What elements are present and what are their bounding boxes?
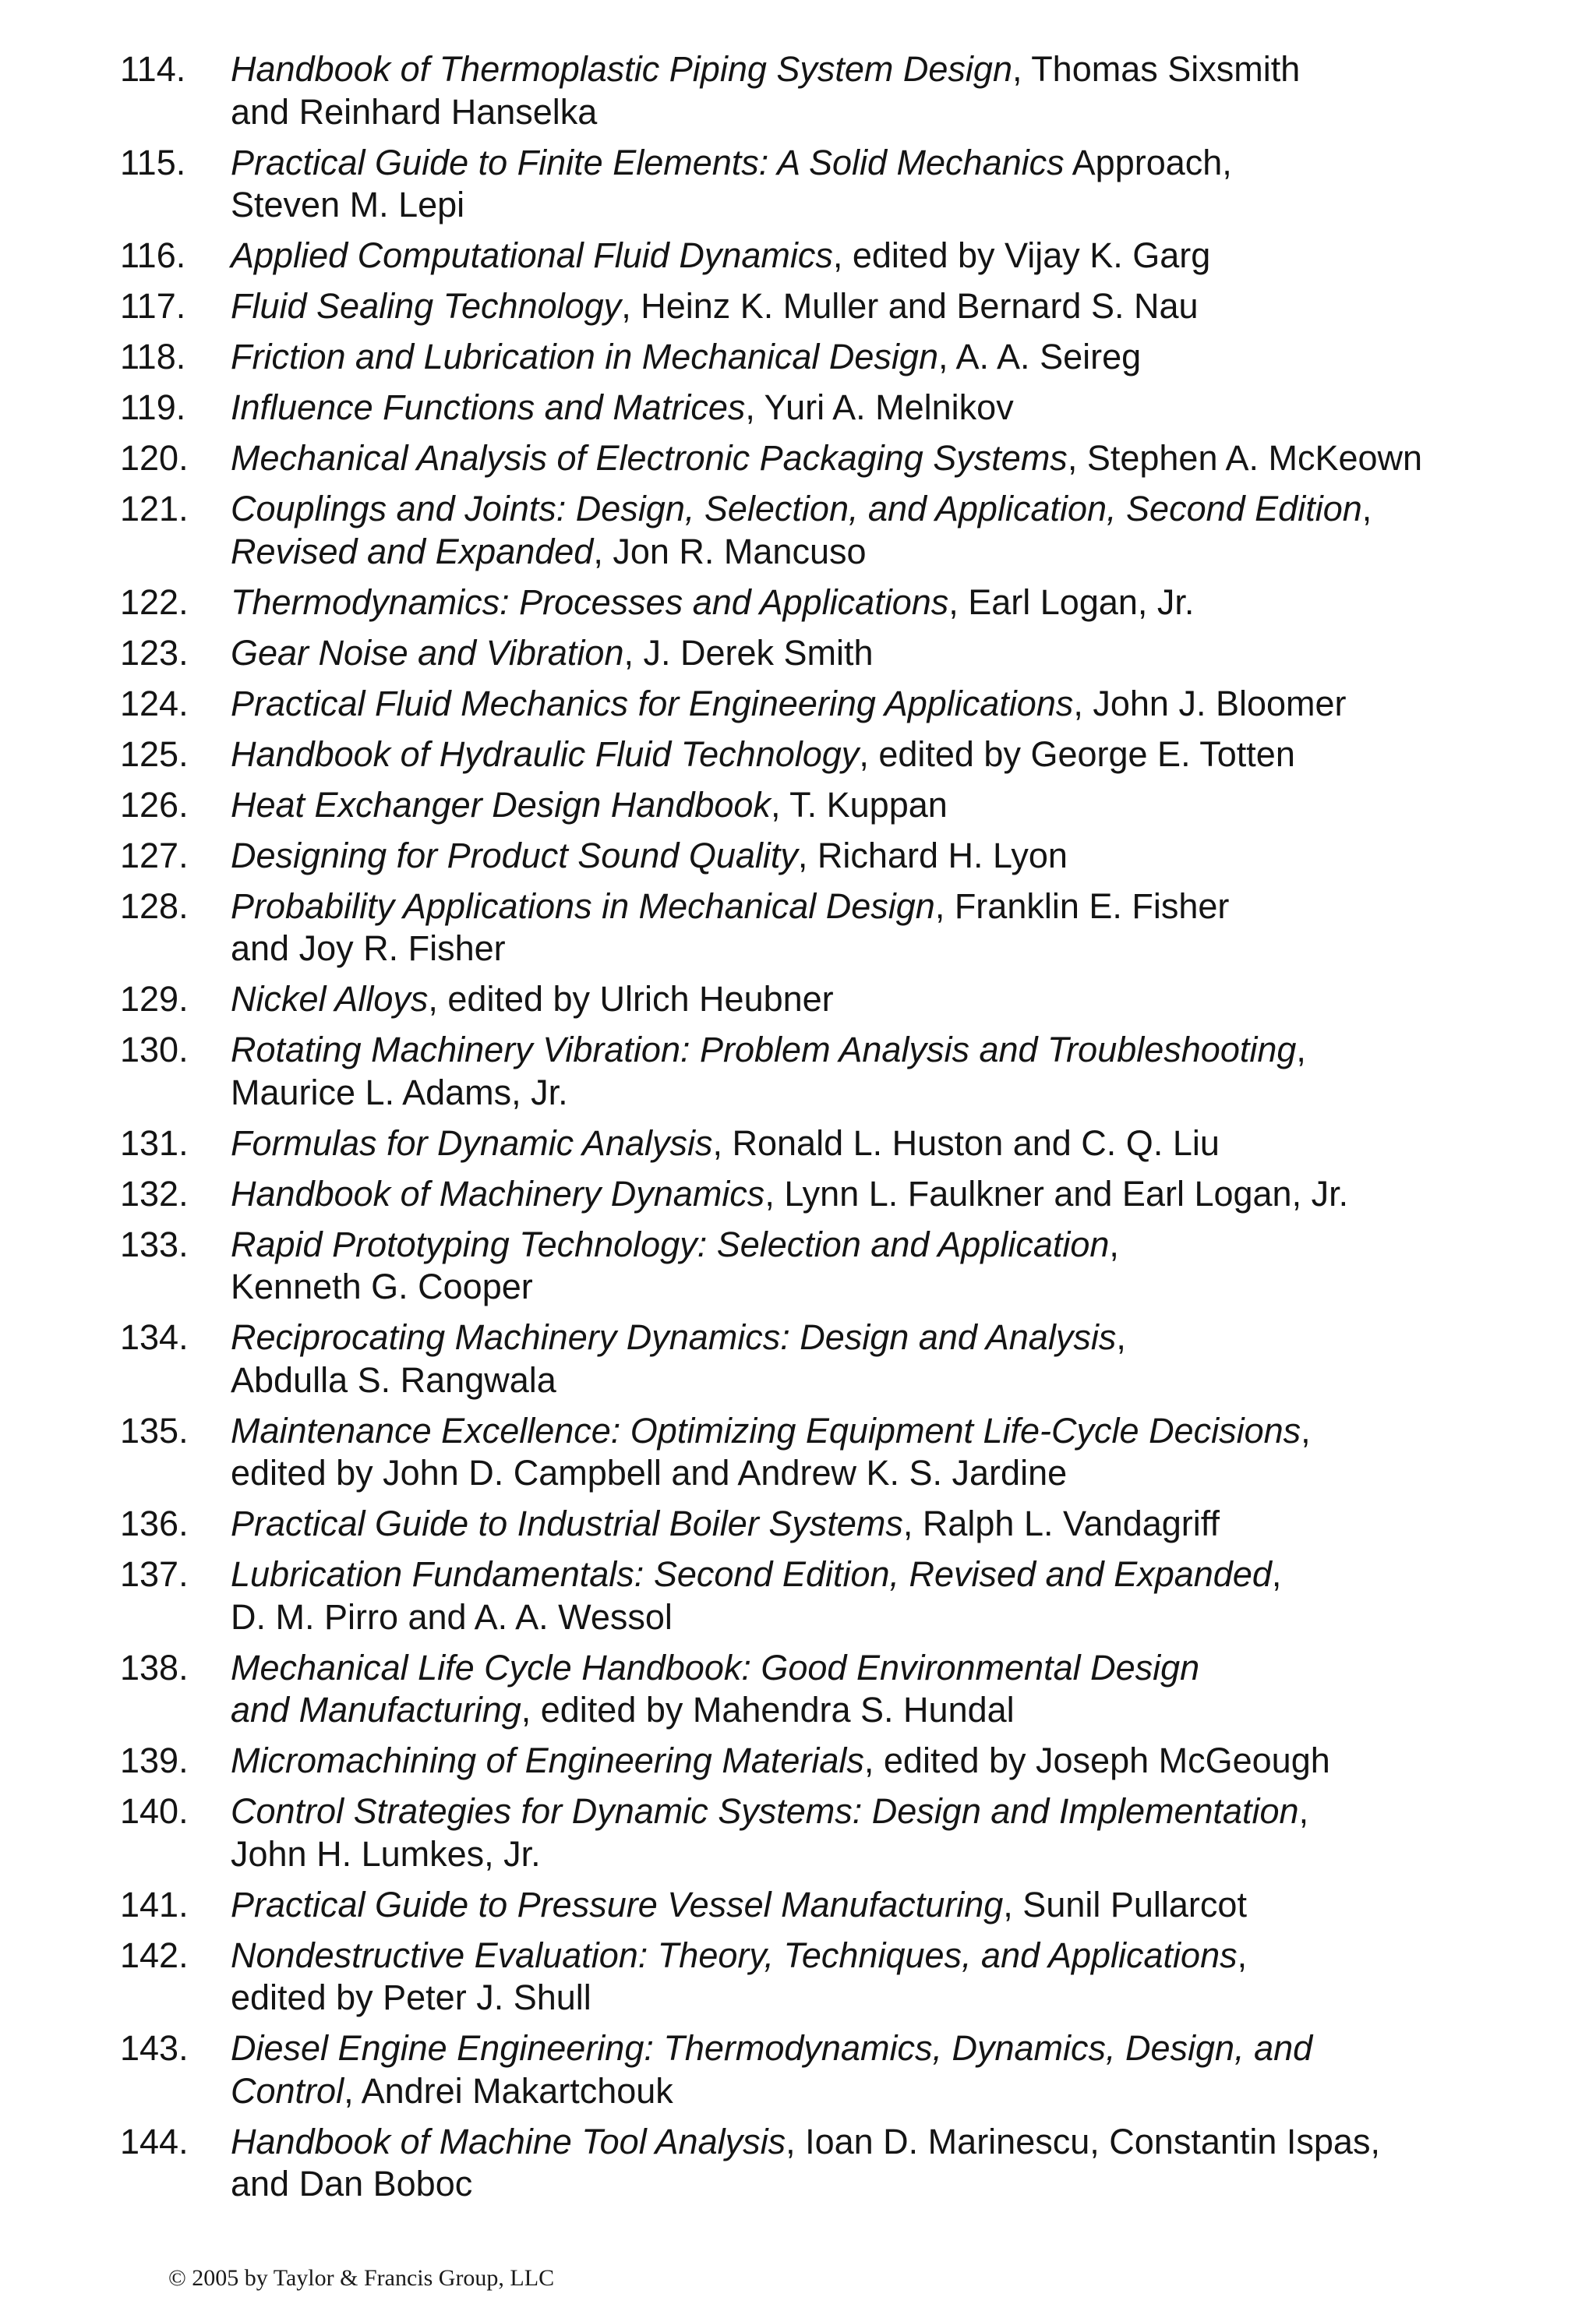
book-title: Rapid Prototyping Technology: Selection and Application (231, 1224, 1110, 1264)
book-credit: , edited by Joseph McGeough (863, 1741, 1330, 1780)
entry-number: 119. (120, 387, 186, 427)
book-title: Designing for Product Sound Quality (231, 835, 798, 875)
book-credit: , (1109, 1224, 1119, 1264)
entry-number: 138. (120, 1647, 189, 1688)
book-title: Influence Functions and Matrices (231, 387, 746, 427)
book-credit: , edited by Vijay K. Garg (832, 235, 1211, 275)
entry-line (231, 835, 1068, 877)
book-credit: , edited by Mahendra S. Hundal (521, 1690, 1015, 1730)
book-title: Practical Fluid Mechanics for Engineering Applications (231, 683, 1074, 723)
entry-line (231, 978, 834, 1020)
book-title: Rotating Machinery Vibration: Problem Analysis and Troubleshooting (231, 1030, 1297, 1069)
entry-line (231, 1503, 1220, 1545)
entry-number: 142. (120, 1935, 189, 1975)
entry-line (231, 1689, 1015, 1731)
book-credit: edited by Peter J. Shull (231, 1977, 591, 2017)
book-credit: , (1271, 1554, 1282, 1594)
book-title: Revised and Expanded (231, 531, 594, 571)
entry-line (231, 1833, 541, 1875)
entry-line (231, 1266, 533, 1308)
entry-number: 144. (120, 2121, 189, 2161)
entry-line (231, 1173, 1348, 1215)
book-credit: , Yuri A. Melnikov (745, 387, 1014, 427)
entry-number: 114. (120, 49, 186, 89)
book-title: Control Strategies for Dynamic Systems: Design and Implementation (231, 1791, 1299, 1831)
book-credit: , (1116, 1317, 1126, 1357)
entry-number: 121. (120, 489, 189, 528)
entry-number: 132. (120, 1173, 189, 1214)
book-credit: , Ronald L. Huston and C. Q. Liu (712, 1122, 1220, 1163)
entry-line (231, 1359, 556, 1401)
entry-line (231, 285, 1199, 327)
book-title: Lubrication Fundamentals: Second Edition, Revised and Expanded (231, 1554, 1272, 1594)
book-credit: , Thomas Sixsmith (1012, 49, 1301, 89)
entry-number: 130. (120, 1030, 189, 1069)
entry-line (231, 1553, 1281, 1596)
book-title: Nondestructive Evaluation: Theory, Techniques, and Applications (231, 1935, 1238, 1975)
entry-number: 135. (120, 1410, 189, 1451)
entry-line (231, 1317, 1126, 1359)
entry-line (231, 1935, 1247, 1977)
entry-line (231, 387, 1014, 429)
book-title: Formulas for Dynamic Analysis (231, 1122, 713, 1163)
entry-number: 143. (120, 2028, 189, 2068)
book-title: Thermodynamics: Processes and Applications (231, 581, 949, 622)
entry-number: 137. (120, 1554, 189, 1594)
book-credit: , Andrei Makartchouk (344, 2070, 673, 2111)
entry-line (231, 1977, 591, 2019)
book-title: Diesel Engine Engineering: Thermodynamics, Dynamics, Design, and (231, 2028, 1313, 2068)
book-title: Control (231, 2070, 344, 2111)
entry-line (231, 1884, 1247, 1926)
book-title: Handbook of Thermoplastic Piping System Design (231, 49, 1012, 89)
entry-line (231, 91, 597, 133)
book-credit: , J. Derek Smith (623, 632, 874, 673)
entry-number: 122. (120, 581, 189, 622)
book-title: and Manufacturing (231, 1690, 521, 1730)
entry-line (231, 1122, 1220, 1165)
entry-line (231, 1740, 1330, 1782)
book-credit: , edited by George E. Totten (859, 733, 1295, 774)
entry-number: 131. (120, 1122, 189, 1163)
entry-line (231, 2027, 1312, 2069)
book-credit: D. M. Pirro and A. A. Wessol (231, 1596, 673, 1637)
book-title: Handbook of Machinery Dynamics (231, 1173, 765, 1214)
entry-line (231, 1029, 1306, 1071)
entry-line (231, 531, 867, 573)
entry-line (231, 488, 1372, 530)
book-title: Mechanical Analysis of Electronic Packaging Systems (231, 438, 1068, 478)
entry-number: 116. (120, 235, 186, 275)
book-title: Fluid Sealing Technology (231, 286, 622, 326)
book-credit: , Ioan D. Marinescu, Constantin Ispas, (786, 2121, 1380, 2161)
book-credit: , A. A. Seireg (937, 337, 1142, 376)
entry-number: 115. (120, 142, 186, 182)
entry-line (231, 48, 1300, 90)
book-credit: , Earl Logan, Jr. (948, 581, 1195, 622)
book-title: Practical Guide to Pressure Vessel Manufacturing (231, 1884, 1004, 1924)
book-credit: Abdulla S. Rangwala (231, 1359, 556, 1400)
book-credit: , Ralph L. Vandagriff (902, 1504, 1220, 1543)
book-credit: John H. Lumkes, Jr. (231, 1833, 541, 1874)
book-credit: , Richard H. Lyon (797, 835, 1068, 875)
entry-line (231, 683, 1347, 725)
book-credit: edited by John D. Campbell and Andrew K. S. Jardine (231, 1453, 1068, 1493)
entry-line (231, 1790, 1308, 1833)
book-credit: Steven M. Lepi (231, 185, 465, 224)
entry-line (231, 2163, 472, 2205)
entry-line (231, 1452, 1067, 1494)
book-title: Probability Applications in Mechanical Design (231, 885, 935, 926)
entry-number: 126. (120, 784, 189, 825)
entry-line (231, 437, 1422, 479)
entry-line (231, 581, 1194, 624)
entry-number: 136. (120, 1504, 189, 1543)
entry-number: 129. (120, 979, 189, 1019)
entry-line (231, 632, 874, 674)
book-title: Friction and Lubrication in Mechanical Design (231, 337, 938, 376)
book-credit: Maurice L. Adams, Jr. (231, 1072, 568, 1112)
book-credit: and Joy R. Fisher (231, 928, 506, 968)
book-credit: , (1361, 489, 1372, 528)
book-title: Handbook of Hydraulic Fluid Technology (231, 733, 860, 774)
entry-line (231, 1072, 568, 1114)
book-credit: , (1296, 1030, 1306, 1069)
entry-line (231, 235, 1210, 277)
entry-number: 117. (120, 286, 186, 326)
entry-number: 123. (120, 632, 189, 673)
entry-line (231, 784, 948, 826)
book-credit: and Reinhard Hanselka (231, 91, 598, 132)
book-title: Nickel Alloys (231, 979, 429, 1019)
entry-line (231, 1410, 1311, 1452)
book-credit: , Lynn L. Faulkner and Earl Logan, Jr. (764, 1173, 1349, 1214)
book-credit: , Sunil Pullarcot (1003, 1884, 1247, 1924)
entry-line (231, 336, 1141, 378)
entry-number: 127. (120, 835, 189, 875)
book-title: Gear Noise and Vibration (231, 632, 624, 673)
book-credit: , edited by Ulrich Heubner (428, 979, 834, 1019)
entry-number: 139. (120, 1741, 189, 1780)
entry-line (231, 1647, 1199, 1689)
entry-number: 134. (120, 1317, 189, 1357)
entry-number: 118. (120, 337, 186, 376)
entry-line (231, 733, 1295, 776)
book-credit: Approach, (1064, 142, 1232, 182)
book-credit: , John J. Bloomer (1073, 683, 1347, 723)
book-title: Practical Guide to Industrial Boiler Systems (231, 1504, 903, 1543)
book-title: Couplings and Joints: Design, Selection, and Application, Second Edition (231, 489, 1362, 528)
entry-line (231, 1224, 1119, 1266)
entry-line (231, 2121, 1380, 2163)
copyright-footer: © 2005 by Taylor & Francis Group, LLC (168, 2265, 555, 2291)
book-title: Practical Guide to Finite Elements: A Solid Mechanics (231, 142, 1065, 182)
entry-line (231, 184, 464, 226)
book-title: Heat Exchanger Design Handbook (231, 784, 771, 825)
entry-line (231, 142, 1232, 184)
entry-number: 125. (120, 733, 189, 774)
entry-line (231, 928, 506, 970)
book-credit: , Jon R. Mancuso (593, 531, 867, 571)
book-title: Maintenance Excellence: Optimizing Equipment Life-Cycle Decisions (231, 1410, 1301, 1451)
book-title: Micromachining of Engineering Materials (231, 1741, 864, 1780)
entry-number: 133. (120, 1224, 189, 1264)
book-credit: , (1237, 1935, 1248, 1975)
book-credit: , Stephen A. McKeown (1067, 438, 1423, 478)
entry-number: 141. (120, 1884, 189, 1924)
entry-number: 140. (120, 1791, 189, 1831)
book-credit: , T. Kuppan (770, 784, 948, 825)
book-credit: and Dan Boboc (231, 2164, 473, 2204)
entry-line (231, 1596, 673, 1638)
entry-number: 128. (120, 885, 189, 926)
book-title: Mechanical Life Cycle Handbook: Good Environmental Design (231, 1647, 1200, 1688)
book-title: Applied Computational Fluid Dynamics (231, 235, 833, 275)
entry-number: 124. (120, 683, 189, 723)
book-title: Handbook of Machine Tool Analysis (231, 2121, 786, 2161)
book-title: Reciprocating Machinery Dynamics: Design and Analysis (231, 1317, 1117, 1357)
entry-number: 120. (120, 438, 189, 478)
book-credit: , (1298, 1791, 1309, 1831)
book-credit: , (1301, 1410, 1311, 1451)
book-credit: , Heinz K. Muller and Bernard S. Nau (621, 286, 1199, 326)
book-credit: , Franklin E. Fisher (934, 885, 1230, 926)
book-credit: Kenneth G. Cooper (231, 1267, 533, 1306)
entry-line (231, 885, 1229, 928)
entry-line (231, 2070, 673, 2112)
